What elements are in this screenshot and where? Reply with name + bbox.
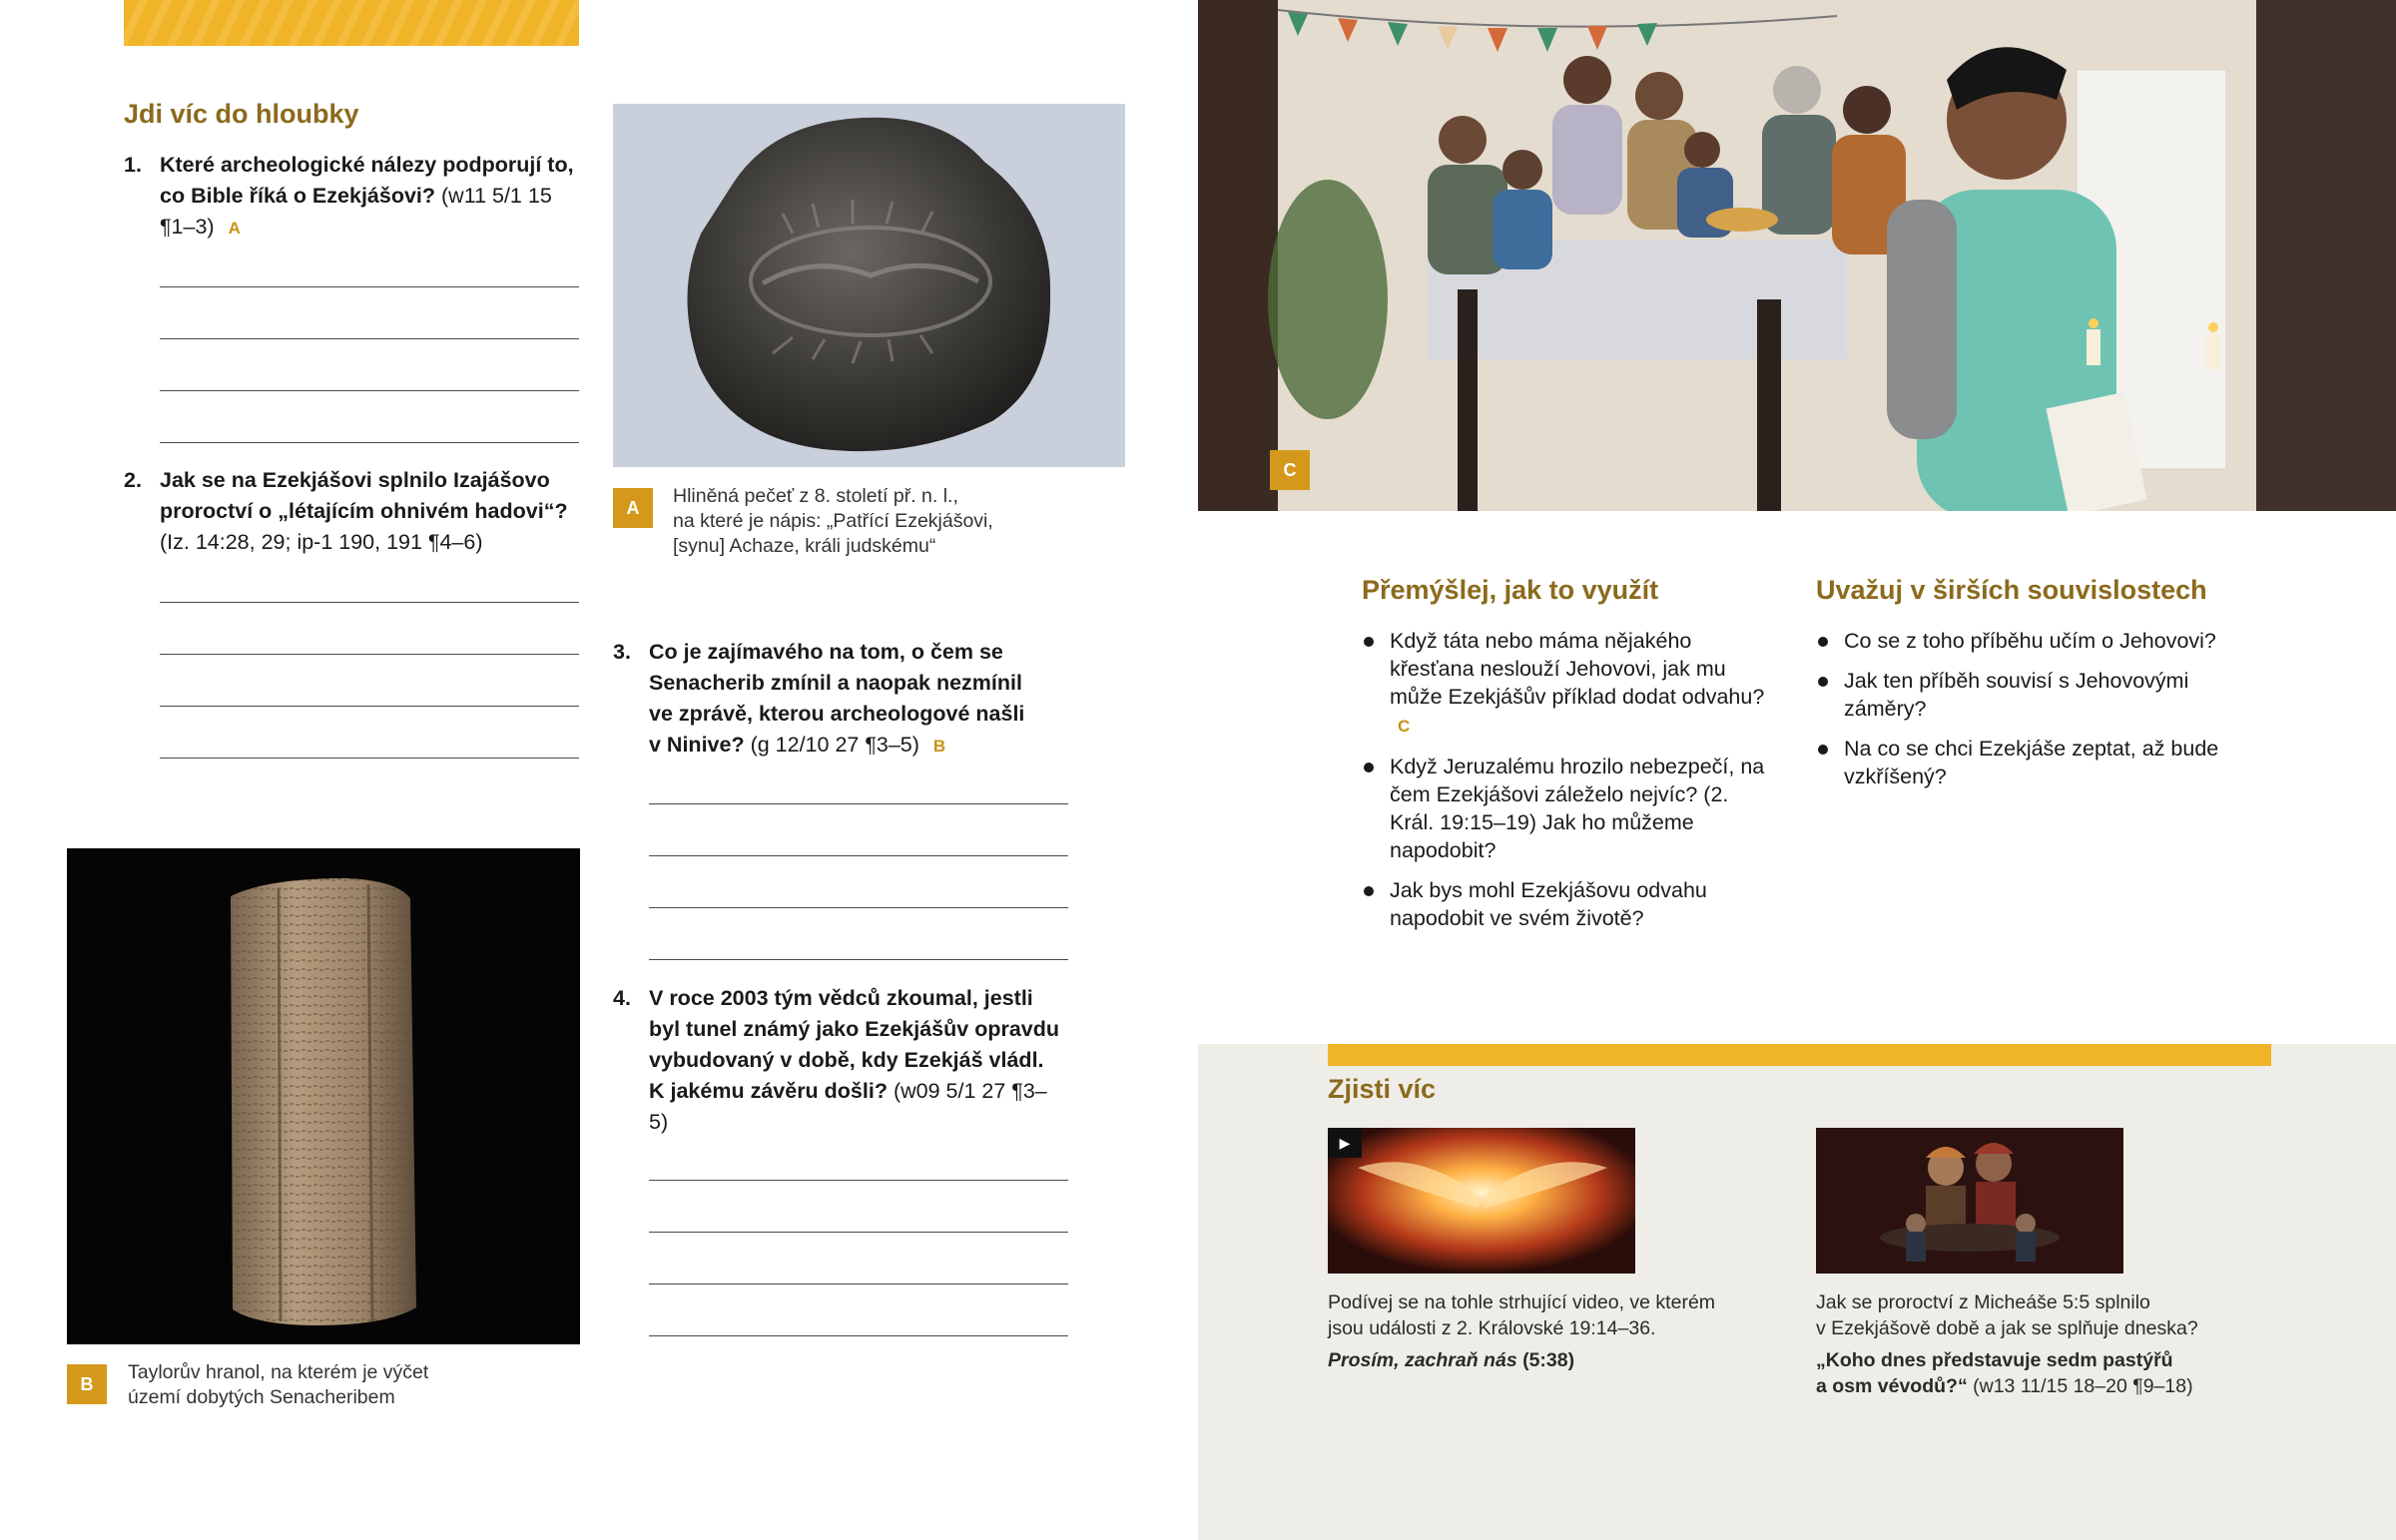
figure-tag: B	[932, 737, 946, 756]
question-text: Jak se na Ezekjášovi splnilo Izajášovo proroctví o „létajícím ohnivém hadovi“?	[160, 468, 568, 523]
question-text: Které archeologické nálezy podporují to, co Bible říká o Ezekjášovi?	[160, 153, 574, 208]
list-item: Na co se chci Ezekjáše zeptat, až bude vzkříšený?	[1816, 735, 2255, 790]
section-title-find-out-more: Zjisti víc	[1328, 1074, 1437, 1104]
figure-a-badge: A	[613, 488, 653, 528]
answer-lines-4[interactable]	[649, 1129, 1068, 1336]
question-number: 1.	[124, 153, 142, 177]
list-item: Když Jeruzalému hrozilo nebezpečí, na čem Ezekjášovi záleželo nejvíc? (2. Král. 19:15–19) Jak ho můžeme napodobit?	[1362, 753, 1773, 864]
think-bullet-list	[1362, 627, 1773, 944]
list-item: Když táta nebo máma nějakého křesťana neslouží Jehovovi, jak mu může Ezekjášův příklad dodat odvahu?C	[1362, 627, 1773, 741]
figure-tag: C	[1398, 717, 1411, 736]
figure-a-caption: Hliněná pečeť z 8. století př. n. l., na které je nápis: „Patřící Ezekjášovi, [synu] Achaze, králi judskému“	[673, 485, 993, 557]
article-description: Jak se proroctví z Micheáše 5:5 splnilo v Ezekjášově době a jak se splňuje dneska? „Koho dnes představuje sedm pastýřů a osm vévodů?“ (w13 11/15 18–20 ¶9–18)	[1816, 1291, 2198, 1397]
question-text: Co je zajímavého na tom, o čem se Senacherib zmínil a naopak nezmínil ve zprávě, kterou archeologové našli v Ninive?	[649, 640, 1025, 757]
article-title-link[interactable]: „Koho dnes představuje sedm pastýřů	[1816, 1349, 2173, 1371]
question-4	[613, 983, 1062, 1138]
article-thumbnail[interactable]	[1816, 1128, 2123, 1274]
family-celebration-photo	[1198, 0, 2396, 511]
article-reference[interactable]: (w13 11/15 18–20 ¶9–18)	[1973, 1375, 2193, 1397]
panel-gold-bar	[1328, 1044, 2271, 1066]
article-title-link[interactable]: a osm vévodů?“	[1816, 1375, 1968, 1397]
question-reference[interactable]: (w09 5/1 27 ¶3–5)	[649, 1079, 1047, 1134]
figure-tag: A	[228, 219, 241, 238]
question-number: 2.	[124, 468, 142, 492]
section-title-think: Přemýšlej, jak to využít	[1362, 575, 1659, 605]
figure-b-badge: B	[67, 1364, 107, 1404]
shepherds-illustration	[1816, 1128, 2123, 1274]
family-celebration-illustration	[1198, 0, 2396, 511]
list-item: Jak bys mohl Ezekjášovu odvahu napodobit ve svém životě?	[1362, 876, 1773, 932]
section-title-wider-context: Uvažuj v širších souvislostech	[1816, 575, 2207, 605]
wider-bullet-list	[1816, 627, 2255, 802]
answer-lines-3[interactable]	[649, 753, 1068, 960]
question-3	[613, 637, 1042, 762]
answer-lines-2[interactable]	[160, 551, 579, 759]
video-title-link[interactable]: Prosím, zachraň nás	[1328, 1349, 1517, 1371]
play-icon[interactable]: ▶	[1328, 1128, 1362, 1158]
taylor-prism-photo	[67, 848, 580, 1344]
question-reference[interactable]: (g 12/10 27 ¶3–5)	[750, 733, 919, 757]
video-duration: (5:38)	[1522, 1349, 1575, 1371]
list-item: Co se z toho příběhu učím o Jehovovi?	[1816, 627, 2255, 655]
taylor-prism-illustration	[67, 848, 580, 1344]
question-number: 4.	[613, 986, 631, 1010]
video-thumbnail[interactable]	[1328, 1128, 1635, 1274]
question-2	[124, 465, 583, 558]
question-text: V roce 2003 tým vědců zkoumal, jestli byl tunel známý jako Ezekjášův opravdu vybudovaný v době, kdy Ezekjáš vládl. K jakému závěru došli?	[649, 986, 1060, 1103]
video-description: Podívej se na tohle strhující video, ve kterém jsou události z 2. Královské 19:14–36. Prosím, zachraň nás (5:38)	[1328, 1291, 1716, 1371]
figure-c-badge: C	[1270, 450, 1310, 490]
answer-lines-1[interactable]	[160, 236, 579, 443]
question-1	[124, 150, 583, 244]
question-reference[interactable]: (w11 5/1 15 ¶1–3)	[160, 184, 552, 239]
list-item: Jak ten příběh souvisí s Jehovovými záměry?	[1816, 667, 2255, 723]
decorative-gold-strip	[124, 0, 579, 46]
section-title-go-deeper: Jdi víc do hloubky	[124, 99, 359, 129]
figure-b-caption: Taylorův hranol, na kterém je výčet území dobytých Senacheribem	[128, 1361, 429, 1408]
question-reference[interactable]: (Iz. 14:28, 29; ip-1 190, 191 ¶4–6)	[160, 530, 483, 554]
clay-seal-illustration	[613, 104, 1125, 467]
fiery-serpent-illustration	[1328, 1128, 1635, 1274]
clay-seal-photo	[613, 104, 1125, 467]
question-number: 3.	[613, 640, 631, 664]
